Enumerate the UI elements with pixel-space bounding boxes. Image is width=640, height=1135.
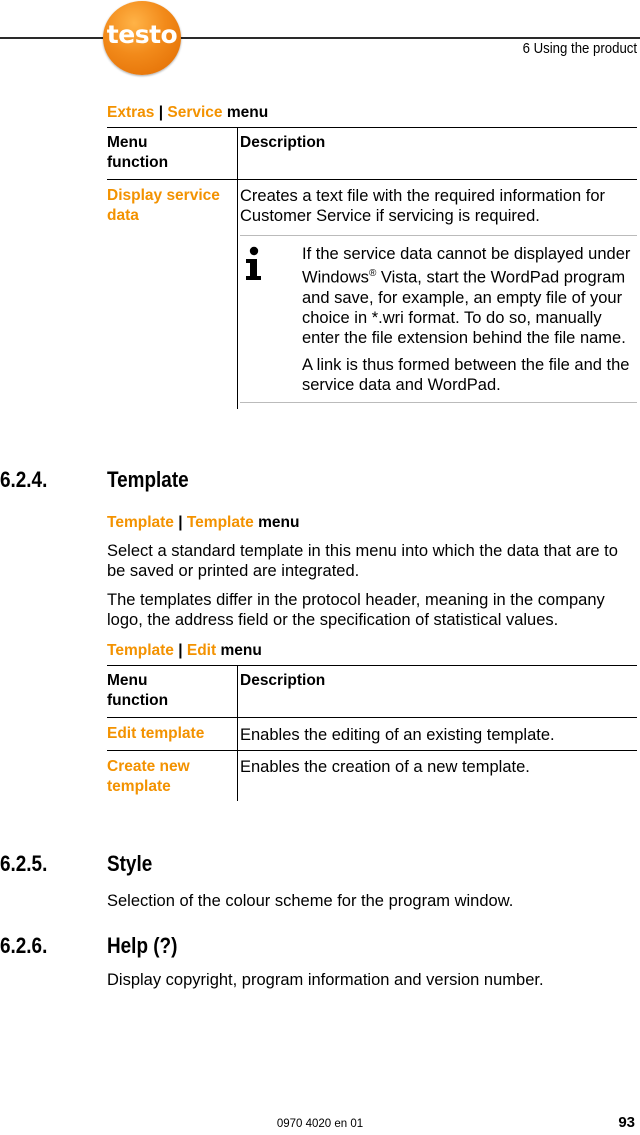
menu-path-extras-service bbox=[107, 104, 637, 122]
menu-path-part1: Template bbox=[107, 514, 174, 531]
menu-path-suffix: menu bbox=[222, 104, 269, 121]
menu-path-template-template bbox=[107, 514, 637, 532]
menu-path-part1: Template bbox=[107, 642, 174, 659]
menu-path-suffix: menu bbox=[216, 642, 262, 659]
section-title-style: Style bbox=[107, 851, 153, 876]
menu-path-part2: Service bbox=[167, 104, 223, 121]
menu-path-part1: Extras bbox=[107, 104, 155, 121]
menu-path-sep: | bbox=[173, 642, 187, 659]
style-para: Selection of the colour scheme for the program window. bbox=[107, 892, 514, 910]
col-header-menu-function: Menu function bbox=[107, 672, 169, 709]
col-header-description: Description bbox=[240, 134, 326, 151]
section-title-help: Help (?) bbox=[107, 933, 178, 958]
template-para-2: The templates differ in the protocol header, meaning in the company logo, the address field or the specification of statistical values. bbox=[107, 591, 605, 629]
service-menu-table bbox=[107, 127, 637, 409]
logo-text: testo bbox=[106, 20, 178, 49]
section-number-6-2-6: 6.2.6. bbox=[0, 933, 48, 958]
row-description: Creates a text file with the required information for Customer Service if servicing is required. bbox=[240, 187, 606, 225]
info-icon bbox=[240, 244, 302, 395]
function-create-new-template: Create new template bbox=[107, 758, 190, 795]
note-text-part2: Vista, start the WordPad program and save, for example, an empty file of your choice in *.wri format. To do so, manually enter the file extension behind the file name. bbox=[302, 268, 626, 347]
help-para: Display copyright, program information and version number. bbox=[107, 971, 544, 989]
chapter-title: 6 Using the product bbox=[522, 40, 637, 57]
table-row bbox=[107, 718, 637, 751]
col-header-description: Description bbox=[240, 672, 326, 689]
info-note-text bbox=[302, 244, 637, 348]
section-title-template: Template bbox=[107, 467, 189, 492]
template-block bbox=[107, 514, 637, 801]
menu-path-suffix: menu bbox=[253, 514, 300, 531]
info-note-text-2: A link is thus formed between the file and the service data and WordPad. bbox=[302, 355, 630, 394]
col-header-menu-function: Menu function bbox=[107, 134, 169, 171]
row-description: Enables the editing of an existing template. bbox=[240, 726, 555, 744]
document-code: 0970 4020 en 01 bbox=[276, 1118, 364, 1130]
function-display-service-data: Display service data bbox=[107, 187, 220, 224]
menu-path-template-edit bbox=[107, 642, 637, 660]
menu-path-sep: | bbox=[173, 514, 187, 531]
section-number-6-2-4: 6.2.4. bbox=[0, 467, 48, 492]
testo-logo bbox=[103, 1, 181, 75]
menu-path-part2: Template bbox=[186, 514, 254, 531]
function-edit-template: Edit template bbox=[107, 725, 205, 742]
registered-mark: ® bbox=[368, 268, 377, 279]
header-rule-right bbox=[180, 37, 640, 39]
menu-path-sep: | bbox=[154, 104, 168, 121]
row-description: Enables the creation of a new template. bbox=[240, 758, 530, 776]
section-number-6-2-5: 6.2.5. bbox=[0, 851, 48, 876]
template-edit-table bbox=[107, 665, 637, 801]
extras-service-block bbox=[107, 104, 637, 409]
template-para-1: Select a standard template in this menu into which the data that are to be saved or printed are integrated. bbox=[107, 542, 618, 580]
table-header-row bbox=[107, 666, 637, 718]
table-row bbox=[107, 751, 637, 802]
menu-path-part2: Edit bbox=[186, 642, 217, 659]
page-number: 93 bbox=[618, 1114, 635, 1131]
info-note bbox=[240, 235, 637, 403]
header-rule-left bbox=[0, 37, 105, 39]
table-header-row bbox=[107, 128, 637, 180]
note-text-part1: If the service data cannot be displayed under Windows bbox=[302, 245, 631, 287]
table-row bbox=[107, 180, 637, 409]
